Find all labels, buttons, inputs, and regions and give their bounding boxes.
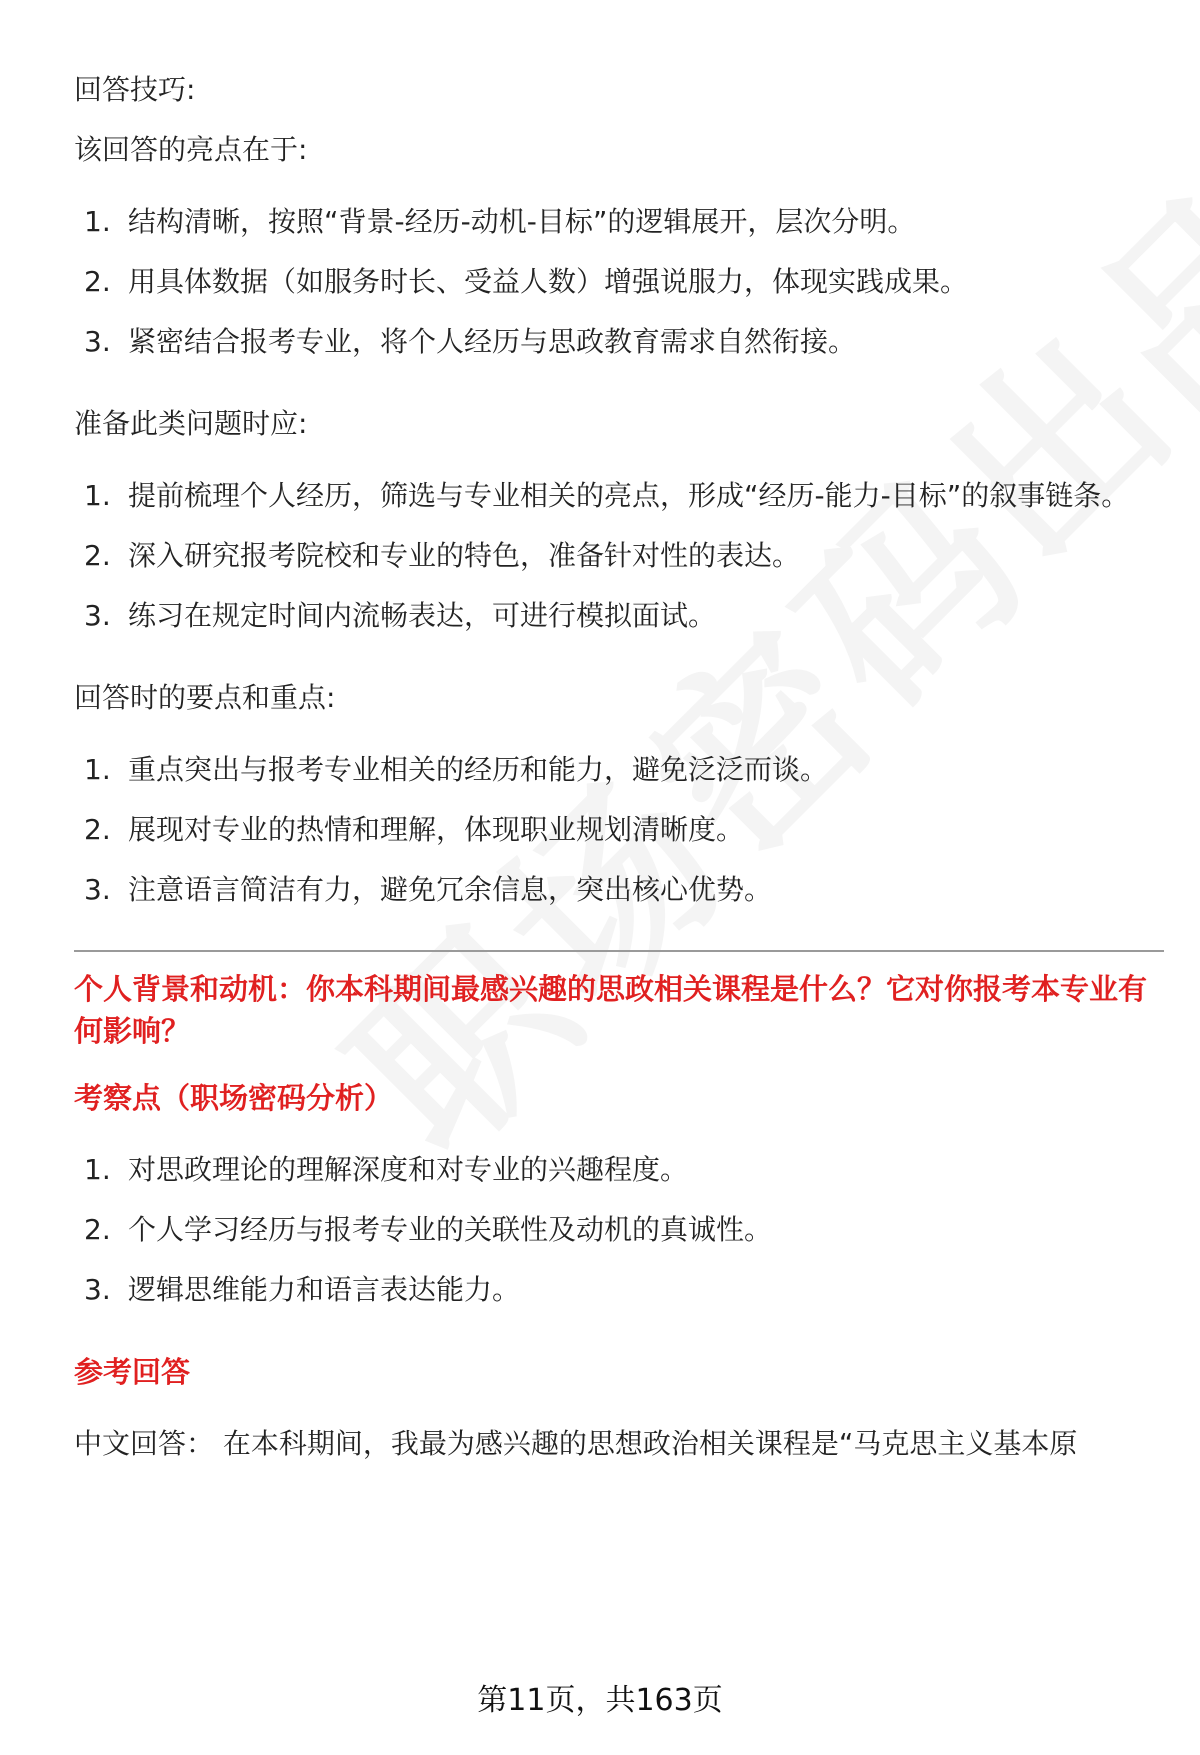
list-item: [74, 252, 1164, 312]
list-number: 3.: [84, 325, 111, 358]
list-text: 深入研究报考院校和专业的特色，准备针对性的表达。: [128, 539, 801, 572]
list-text: 个人学习经历与报考专业的关联性及动机的真诚性。: [128, 1213, 773, 1246]
tips-title: 回答技巧:: [74, 73, 196, 106]
list-number: 2.: [84, 539, 111, 572]
answer-label: 中文回答：: [74, 1427, 215, 1460]
answer-paragraph: [74, 1422, 1164, 1466]
list-number: 3.: [84, 599, 111, 632]
list-item: [74, 1260, 1164, 1320]
list-item: [74, 860, 1164, 920]
list-text: 结构清晰，按照“背景-经历-动机-目标”的逻辑展开，层次分明。: [128, 205, 916, 238]
list-text: 练习在规定时间内流畅表达，可进行模拟面试。: [128, 599, 717, 632]
list-number: 3.: [84, 873, 111, 906]
list-item: [74, 586, 1164, 646]
keypoints-title: 回答时的要点和重点:: [74, 681, 336, 714]
keypoints-list: [74, 740, 1164, 920]
list-number: 3.: [84, 1273, 111, 1306]
list-item: [74, 740, 1164, 800]
list-number: 2.: [84, 265, 111, 298]
reference-title: 参考回答: [74, 1355, 191, 1389]
list-item: [74, 800, 1164, 860]
list-item: [74, 526, 1164, 586]
list-number: 2.: [84, 813, 111, 846]
page-number-footer: 第11页，共163页: [477, 1683, 723, 1718]
list-text: 用具体数据（如服务时长、受益人数）增强说服力，体现实践成果。: [128, 265, 969, 298]
answer-text: 在本科期间，我最为感兴趣的思想政治相关课程是“马克思主义基本原: [222, 1427, 1078, 1460]
list-text: 重点突出与报考专业相关的经历和能力，避免泛泛而谈。: [128, 753, 829, 786]
question-heading: 个人背景和动机：你本科期间最感兴趣的思政相关课程是什么？它对你报考本专业有何影响？: [74, 972, 1148, 1048]
list-item: [74, 466, 1164, 526]
section-divider: [74, 950, 1164, 952]
list-item: [74, 1200, 1164, 1260]
list-number: 1.: [84, 205, 111, 238]
highlights-title: 该回答的亮点在于:: [74, 133, 308, 166]
analysis-list: [74, 1140, 1164, 1320]
list-text: 逻辑思维能力和语言表达能力。: [128, 1273, 521, 1306]
list-item: [74, 1140, 1164, 1200]
list-number: 1.: [84, 1153, 111, 1186]
list-number: 1.: [84, 753, 111, 786]
list-text: 对思政理论的理解深度和对专业的兴趣程度。: [128, 1153, 689, 1186]
highlights-list: [74, 192, 1164, 372]
page-content: [74, 68, 1164, 1466]
analysis-title: 考察点（职场密码分析）: [74, 1081, 394, 1115]
list-text: 提前梳理个人经历，筛选与专业相关的亮点，形成“经历-能力-目标”的叙事链条。: [128, 479, 1130, 512]
list-number: 2.: [84, 1213, 111, 1246]
list-number: 1.: [84, 479, 111, 512]
list-text: 展现对专业的热情和理解，体现职业规划清晰度。: [128, 813, 745, 846]
list-text: 紧密结合报考专业，将个人经历与思政教育需求自然衔接。: [128, 325, 857, 358]
list-item: [74, 192, 1164, 252]
list-text: 注意语言简洁有力，避免冗余信息，突出核心优势。: [128, 873, 773, 906]
prepare-title: 准备此类问题时应:: [74, 407, 308, 440]
prepare-list: [74, 466, 1164, 646]
list-item: [74, 312, 1164, 372]
